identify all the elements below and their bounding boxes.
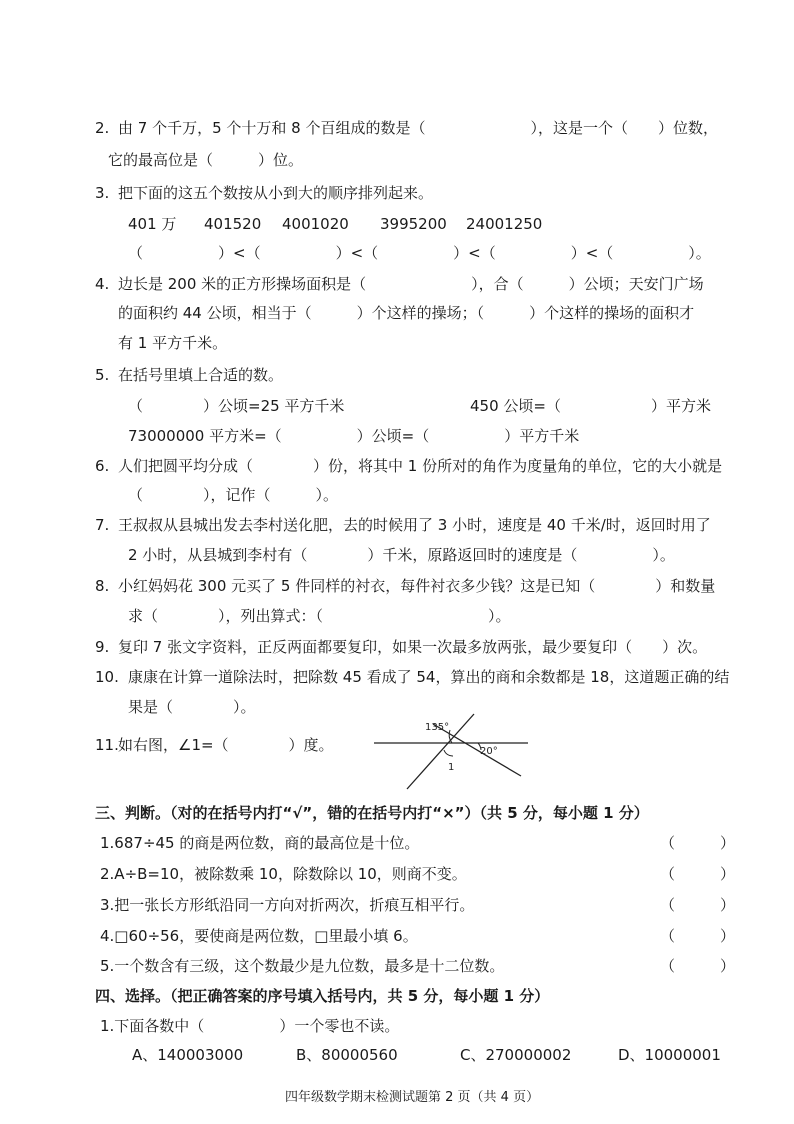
choice-section-title: 四、选择。（把正确答案的序号填入括号内，共 5 分，每小题 1 分） <box>95 987 550 1005</box>
label-1: 1 <box>448 762 455 773</box>
q10-line2: 果是（ ）。 <box>128 698 256 716</box>
judge-item-5: 5.一个数含有三级，这个数最少是九位数，最多是十二位数。 <box>100 957 505 975</box>
q5-item-a: （ ）公顷=25 平方千米 <box>128 397 345 415</box>
q2-line2: 它的最高位是（ ）位。 <box>108 151 304 169</box>
choice-q1: 1.下面各数中（ ）一个零也不读。 <box>100 1017 400 1035</box>
q5-item-b: 450 公顷=（ ）平方米 <box>470 397 711 415</box>
q4-line1: 边长是 200 米的正方形操场面积是（ ），合（ ）公顷；天安门广场 <box>118 275 704 293</box>
label-20: 20° <box>480 746 498 757</box>
q2-line1: 由 7 个千万，5 个十万和 8 个百组成的数是（ ），这是一个（ ）位数， <box>118 119 718 137</box>
q4-number: 4. <box>95 275 110 293</box>
q3-value-1: 401 万 <box>128 215 177 233</box>
label-135: 135° <box>425 722 450 733</box>
q3-value-3: 4001020 <box>282 215 349 233</box>
angle-figure <box>370 712 535 792</box>
judge-item-4: 4.□60÷56，要使商是两位数，□里最小填 6。 <box>100 927 418 945</box>
q3-value-2: 401520 <box>204 215 262 233</box>
q2-number: 2. <box>95 119 110 137</box>
judge-item-3: 3.把一张长方形纸沿同一方向对折两次，折痕互相平行。 <box>100 896 475 914</box>
q10-number: 10. <box>95 668 119 686</box>
q3-number: 3. <box>95 184 110 202</box>
arc-1 <box>444 750 453 756</box>
choice-option-a[interactable]: A、140003000 <box>132 1046 244 1064</box>
q8-line1: 小红妈妈花 300 元买了 5 件同样的衬衣，每件衬衣多少钱？这是已知（ ）和数量 <box>118 577 716 595</box>
judge-item-1: 1.687÷45 的商是两位数，商的最高位是十位。 <box>100 834 420 852</box>
q9-line1: 复印 7 张文字资料，正反两面都要复印，如果一次最多放两张，最少要复印（ ）次。 <box>118 638 708 656</box>
judge-answer-box-3[interactable]: （ ） <box>660 896 736 914</box>
q5-item-c: 73000000 平方米=（ ）公顷=（ ）平方千米 <box>128 427 580 445</box>
q6-number: 6. <box>95 457 110 475</box>
judge-item-2: 2.A÷B=10，被除数乘 10，除数除以 10，则商不变。 <box>100 865 467 883</box>
q10-line1: 康康在计算一道除法时，把除数 45 看成了 54，算出的商和余数都是 18，这道题正确的结 <box>128 668 730 686</box>
q4-line2: 的面积约 44 公顷，相当于（ ）个这样的操场；（ ）个这样的操场的面积才 <box>118 304 695 322</box>
judge-answer-box-5[interactable]: （ ） <box>660 957 736 975</box>
q5-number: 5. <box>95 366 110 384</box>
q11-line1: 如右图，∠1=（ ）度。 <box>118 736 334 754</box>
choice-option-d[interactable]: D、10000001 <box>618 1046 721 1064</box>
q8-number: 8. <box>95 577 110 595</box>
q6-line2: （ ），记作（ ）。 <box>128 486 339 504</box>
judge-section-title: 三、判断。（对的在括号内打“√”，错的在括号内打“×”）（共 5 分，每小题 1 分） <box>95 804 649 822</box>
q3-value-4: 3995200 <box>380 215 447 233</box>
judge-answer-box-2[interactable]: （ ） <box>660 865 736 883</box>
q11-number: 11. <box>95 736 119 754</box>
q3-value-5: 24001250 <box>466 215 543 233</box>
page-footer: 四年级数学期末检测试题第 2 页（共 4 页） <box>285 1090 540 1105</box>
q3-order-line: （ ）<（ ）<（ ）<（ ）<（ ）。 <box>128 244 711 262</box>
q5-line1: 在括号里填上合适的数。 <box>118 366 284 384</box>
q7-number: 7. <box>95 516 110 534</box>
q7-line1: 王叔叔从县城出发去李村送化肥，去的时候用了 3 小时，速度是 40 千米/时，返回时用了 <box>118 516 711 534</box>
q7-line2: 2 小时，从县城到李村有（ ）千米，原路返回时的速度是（ ）。 <box>128 546 675 564</box>
q4-line3: 有 1 平方千米。 <box>118 334 228 352</box>
q3-line1: 把下面的这五个数按从小到大的顺序排列起来。 <box>118 184 434 202</box>
q6-line1: 人们把圆平均分成（ ）份，将其中 1 份所对的角作为度量角的单位，它的大小就是 <box>118 457 723 475</box>
choice-option-b[interactable]: B、80000560 <box>296 1046 398 1064</box>
judge-answer-box-1[interactable]: （ ） <box>660 834 736 852</box>
choice-option-c[interactable]: C、270000002 <box>460 1046 572 1064</box>
q9-number: 9. <box>95 638 110 656</box>
q8-line2: 求（ ），列出算式：（ ）。 <box>128 607 511 625</box>
judge-answer-box-4[interactable]: （ ） <box>660 927 736 945</box>
